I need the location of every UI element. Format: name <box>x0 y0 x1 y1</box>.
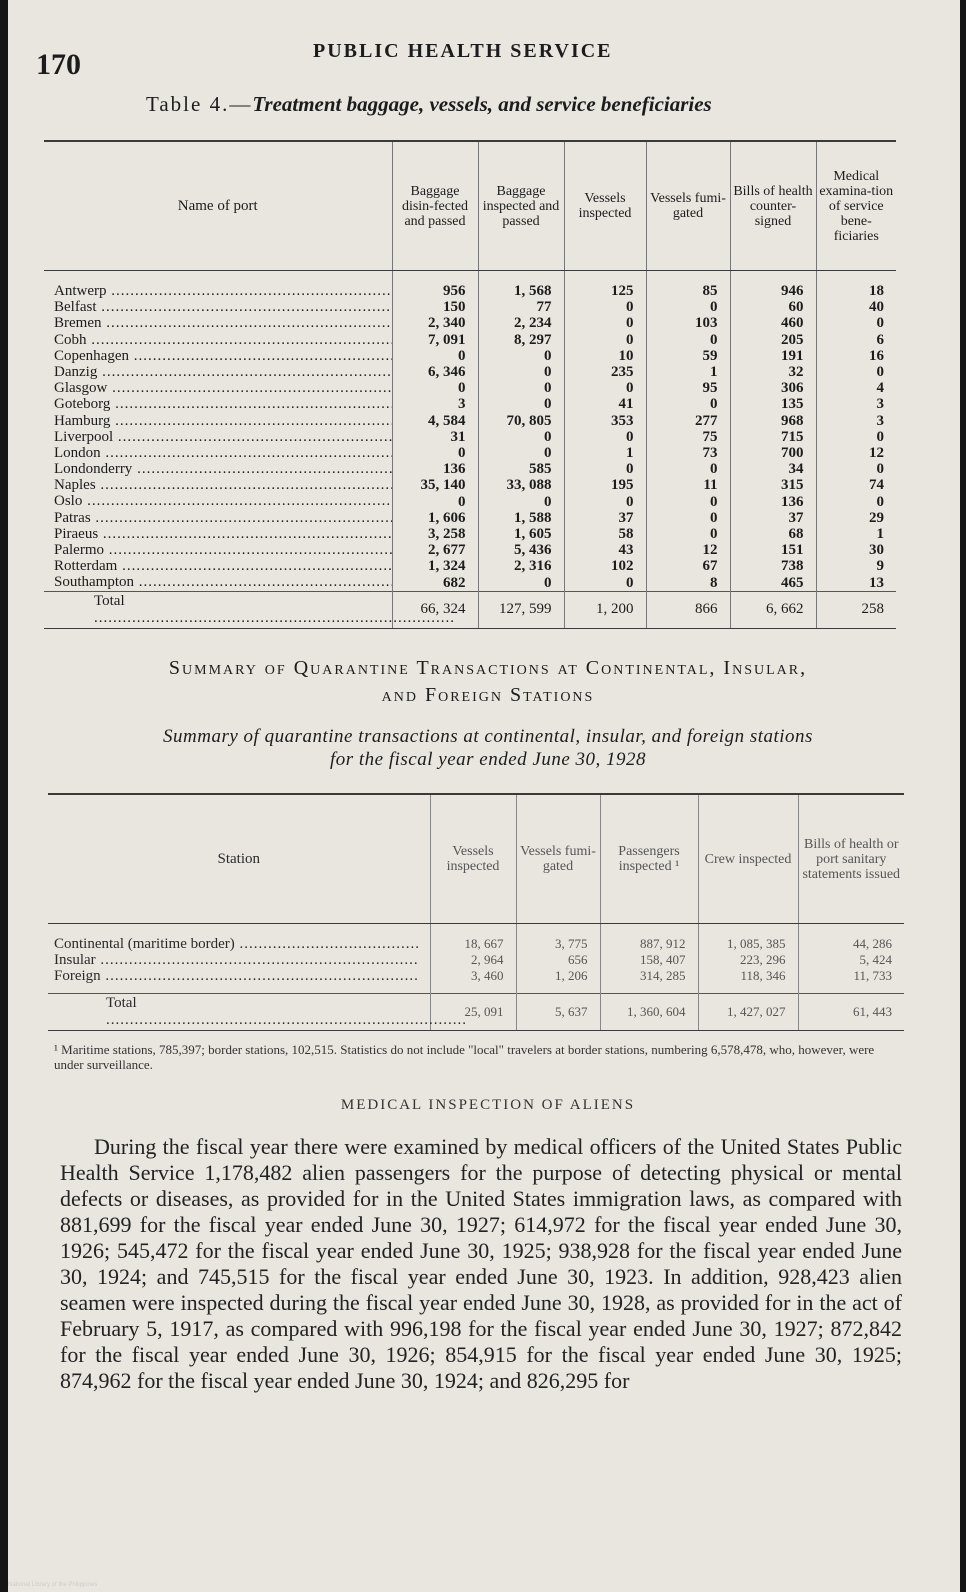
table4-port-name: London ..... <box>54 445 392 461</box>
table4-cell: 95 <box>702 380 718 397</box>
table4-cell: 1 <box>876 526 884 543</box>
table4-body <box>44 271 896 592</box>
table4-col-medical-examination: Medical examina-tion of service bene-ficiaries <box>816 141 896 271</box>
summary-heading-line: and Foreign Stations <box>381 684 595 706</box>
table4-cell: 0 <box>626 574 634 591</box>
table4-total-value: 258 <box>816 591 896 628</box>
summary-cell: 656 <box>568 952 588 968</box>
table4-cell: 6 <box>876 331 884 348</box>
table4-cell: 465 <box>781 574 804 591</box>
table4-cell: 1 <box>710 364 718 381</box>
table4-cell: 715 <box>781 428 804 445</box>
table4-cell: 29 <box>869 509 884 526</box>
summary-cell: 3, 460 <box>471 968 504 984</box>
table4-port-name: Southampton ..... <box>54 574 392 590</box>
table4-cell: 306 <box>781 380 804 397</box>
table4-col-bills-countersigned: Bills of health counter-signed <box>730 141 816 271</box>
table4-cell: 8, 297 <box>514 331 552 348</box>
table4-cell: 12 <box>869 445 884 462</box>
table4-cell: 59 <box>702 347 718 364</box>
summary-heading-line: Summary of Quarantine Transactions at Continental, Insular, <box>168 657 808 679</box>
table4-cell: 277 <box>695 412 718 429</box>
table4-cell: 70, 805 <box>506 412 552 429</box>
scan-tag: National Library of the Philippines <box>8 1582 98 1588</box>
summary-total-row <box>48 993 904 1030</box>
table4-cell: 34 <box>788 461 804 478</box>
table4-port-name: Bremen ..... <box>54 315 392 331</box>
table4-header-row <box>44 141 896 271</box>
table4-total-label: Total ..... <box>44 591 392 628</box>
summary-station-name: Foreign ..... <box>54 968 418 984</box>
table4-port-name: Naples ..... <box>54 477 392 493</box>
table4-cell: 0 <box>626 428 634 445</box>
table4-port-name: Patras ..... <box>54 510 392 526</box>
table4-cell: 0 <box>710 299 718 316</box>
summary-table <box>48 793 904 1031</box>
table4-col-vessels-fumigated: Vessels fumi-gated <box>646 141 730 271</box>
table4-cell: 0 <box>876 428 884 445</box>
table4-cell: 0 <box>626 461 634 478</box>
table4-cell: 0 <box>626 299 634 316</box>
table4-port-names <box>44 271 392 592</box>
table4-total-value: 127, 599 <box>478 591 564 628</box>
table4-col-values <box>646 271 730 592</box>
summary-cell: 223, 296 <box>740 952 786 968</box>
table4-port-name: Danzig ..... <box>54 364 392 380</box>
summary-col-passengers: Passengers inspected ¹ <box>600 794 698 924</box>
summary-footnote: ¹ Maritime stations, 785,397; border stations, 102,515. Statistics do not include "local" travelers at border stations, numbering 6,578,478, who, however, were under surveillance. <box>54 1042 875 1072</box>
table4-cell: 30 <box>869 542 884 559</box>
table4-cell: 956 <box>443 283 466 299</box>
table4-cell: 40 <box>869 299 884 316</box>
table4-cell: 18 <box>869 283 884 299</box>
table4-cell: 1 <box>626 445 634 462</box>
table4-caption <box>146 92 712 117</box>
table4-cell: 13 <box>869 574 884 591</box>
summary-cell: 2, 964 <box>471 952 504 968</box>
summary-cell: 1, 206 <box>555 968 588 984</box>
table4-port-name: Piraeus ..... <box>54 526 392 542</box>
table4-cell: 60 <box>788 299 804 316</box>
table4-total-value: 866 <box>646 591 730 628</box>
table4-cell: 460 <box>781 315 804 332</box>
table4-cell: 3 <box>458 396 466 413</box>
table4-cell: 0 <box>710 526 718 543</box>
summary-cell: 118, 346 <box>740 968 786 984</box>
table4-port-name: Liverpool ..... <box>54 429 392 445</box>
table4-cell: 150 <box>443 299 466 316</box>
table4-cell: 136 <box>781 493 804 510</box>
summary-station-name: Continental (maritime border) ..... <box>54 936 418 952</box>
table4-total-value: 6, 662 <box>730 591 816 628</box>
summary-col-vessels-inspected: Vessels inspected <box>430 794 516 924</box>
table4-cell: 2, 234 <box>514 315 552 332</box>
table4-cell: 67 <box>702 558 718 575</box>
table4-col-baggage-inspected: Baggage inspected and passed <box>478 141 564 271</box>
table4-cell: 2, 316 <box>514 558 552 575</box>
table4-cell: 946 <box>781 283 804 299</box>
table4-cell: 68 <box>788 526 804 543</box>
table4-cell: 32 <box>788 364 804 381</box>
summary-col-station: Station <box>48 794 430 924</box>
table4-cell: 103 <box>695 315 718 332</box>
summary-subtitle-line: Summary of quarantine transactions at continental, insular, and foreign stations <box>163 726 813 747</box>
table4-col-values <box>564 271 646 592</box>
summary-col-vessels-fumigated: Vessels fumi-gated <box>516 794 600 924</box>
table4-cell: 0 <box>458 380 466 397</box>
table4-cell: 0 <box>626 380 634 397</box>
table4-cell: 315 <box>781 477 804 494</box>
table4-cell: 73 <box>702 445 718 462</box>
table4-cell: 0 <box>544 428 552 445</box>
table4-port-name: Antwerp ..... <box>54 283 392 299</box>
summary-cell: 18, 667 <box>464 936 504 951</box>
table4-cell: 16 <box>869 347 884 364</box>
table4-cell: 0 <box>626 315 634 332</box>
summary-col-values <box>698 924 798 994</box>
table4-cell: 0 <box>876 315 884 332</box>
table4-cell: 41 <box>618 396 634 413</box>
table4-cell: 0 <box>458 445 466 462</box>
section-heading: MEDICAL INSPECTION OF ALIENS <box>340 1097 636 1113</box>
table4-cell: 0 <box>710 396 718 413</box>
table4-port-name: Belfast ..... <box>54 299 392 315</box>
table4-col-values <box>392 271 478 592</box>
table4-col-baggage-disinfected: Baggage disin-fected and passed <box>392 141 478 271</box>
table4-cell: 85 <box>702 283 718 299</box>
table4-cell: 12 <box>702 542 718 559</box>
table4-cell: 1, 568 <box>514 283 552 299</box>
summary-cell: 5, 424 <box>859 952 892 968</box>
table4-port-name: Rotterdam ..... <box>54 558 392 574</box>
table4-cell: 0 <box>544 445 552 462</box>
table4-cell: 235 <box>611 364 634 381</box>
summary-cell: 44, 286 <box>853 936 892 951</box>
summary-station-names <box>48 924 430 994</box>
table4-cell: 10 <box>618 347 634 364</box>
table4-cell: 58 <box>618 526 634 543</box>
table4-cell: 2, 677 <box>428 542 466 559</box>
table4-cell: 0 <box>710 493 718 510</box>
table4-port-name: Oslo ..... <box>54 493 392 509</box>
table4-cell: 9 <box>876 558 884 575</box>
table4-total-row <box>44 591 896 628</box>
table4-cell: 682 <box>443 574 466 591</box>
summary-subtitle-line: for the fiscal year ended June 30, 1928 <box>329 749 647 770</box>
table4-cell: 0 <box>544 364 552 381</box>
table4-cell: 0 <box>544 380 552 397</box>
table4-cell: 700 <box>781 445 804 462</box>
summary-station-name: Insular ..... <box>54 952 418 968</box>
table4-col-vessels-inspected: Vessels inspected <box>564 141 646 271</box>
table4-cell: 0 <box>544 493 552 510</box>
table4-cell: 35, 140 <box>420 477 466 494</box>
table4-cell: 0 <box>876 364 884 381</box>
table4-col-values <box>816 271 896 592</box>
table4-port-name: Glasgow ..... <box>54 380 392 396</box>
table4-port-name: Cobh ..... <box>54 332 392 348</box>
table4-col-values <box>478 271 564 592</box>
table4-cell: 37 <box>788 509 804 526</box>
table4-port-name: Copenhagen ..... <box>54 348 392 364</box>
table4-cell: 968 <box>781 412 804 429</box>
table4-cell: 4, 584 <box>428 412 466 429</box>
table4-port-name: Goteborg ..... <box>54 396 392 412</box>
table4-cell: 2, 340 <box>428 315 466 332</box>
table4-col-port: Name of port <box>44 141 392 271</box>
table4-cell: 7, 091 <box>428 331 466 348</box>
table4-cell: 738 <box>781 558 804 575</box>
summary-total-value: 1, 427, 027 <box>698 993 798 1030</box>
table4-cell: 31 <box>450 428 466 445</box>
summary-col-values <box>600 924 698 994</box>
summary-cell: 11, 733 <box>853 968 892 984</box>
summary-total-value: 1, 360, 604 <box>600 993 698 1030</box>
table4-cell: 191 <box>781 347 804 364</box>
table4-cell: 0 <box>710 331 718 348</box>
table4-cell: 0 <box>876 461 884 478</box>
table4-cell: 0 <box>710 509 718 526</box>
table4-cell: 0 <box>876 493 884 510</box>
table4-cell: 74 <box>869 477 884 494</box>
summary-body <box>48 924 904 994</box>
table4-port-name: Hamburg ..... <box>54 413 392 429</box>
table4-cell: 0 <box>710 461 718 478</box>
table4-cell: 0 <box>626 331 634 348</box>
table4-cell: 33, 088 <box>506 477 552 494</box>
summary-header-row <box>48 794 904 924</box>
table4-cell: 4 <box>876 380 884 397</box>
summary-cell: 887, 912 <box>640 936 686 951</box>
table4-total-value: 66, 324 <box>392 591 478 628</box>
table4-cell: 585 <box>529 461 552 478</box>
summary-cell: 3, 775 <box>555 936 588 951</box>
summary-subtitle <box>48 725 928 771</box>
page-number: 170 <box>36 48 81 81</box>
table4-total-value: 1, 200 <box>564 591 646 628</box>
table4-cell: 0 <box>458 493 466 510</box>
table4-cell: 0 <box>626 493 634 510</box>
table4-col-values <box>730 271 816 592</box>
table4-cell: 136 <box>443 461 466 478</box>
summary-total-value: 5, 637 <box>516 993 600 1030</box>
summary-cell: 314, 285 <box>640 968 686 984</box>
table4 <box>44 140 896 629</box>
table4-cell: 1, 605 <box>514 526 552 543</box>
table4-cell: 102 <box>611 558 634 575</box>
table4-caption-lead: Table 4.— <box>146 92 253 116</box>
table4-cell: 3 <box>876 396 884 413</box>
summary-heading <box>48 655 928 709</box>
table4-cell: 205 <box>781 331 804 348</box>
table4-port-name: Palermo ..... <box>54 542 392 558</box>
summary-col-crew: Crew inspected <box>698 794 798 924</box>
table4-cell: 3 <box>876 412 884 429</box>
table4-cell: 3, 258 <box>428 526 466 543</box>
body-paragraph: During the fiscal year there were examined by medical officers of the United States Public Health Service 1,178,482 alien passengers for the purpose of detecting physical or mental defects or diseases, as provided for in the United States immigration laws, as compared with 881,699 for the fiscal year ended June 30, 1927; 614,972 for the fiscal year ended June 30, 1926; 545,472 for the fiscal year ended June 30, 1925; 938,928 for the fiscal year ended June 30, 1924; and 745,515 for the fiscal year ended June 30, 1923. In addition, 928,423 alien seamen were inspected during the fiscal year ended June 30, 1928, as provided for in the act of February 5, 1917, as compared with 996,198 for the fiscal year ended June 30, 1927; 872,842 for the fiscal year ended June 30, 1926; 854,915 for the fiscal year ended June 30, 1925; 874,962 for the fiscal year ended June 30, 1924; and 826,295 for <box>60 1134 902 1393</box>
table4-caption-title: Treatment baggage, vessels, and service beneficiaries <box>252 92 712 116</box>
table4-cell: 11 <box>703 477 718 494</box>
table4-cell: 195 <box>611 477 634 494</box>
table4-cell: 1, 606 <box>428 509 466 526</box>
table4-cell: 135 <box>781 396 804 413</box>
table4-cell: 37 <box>618 509 634 526</box>
table4-cell: 0 <box>544 574 552 591</box>
summary-col-values <box>430 924 516 994</box>
running-head: PUBLIC HEALTH SERVICE <box>313 40 613 62</box>
summary-col-bills: Bills of health or port sanitary statements issued <box>798 794 904 924</box>
summary-total-value: 25, 091 <box>430 993 516 1030</box>
table4-cell: 1, 324 <box>428 558 466 575</box>
summary-col-values <box>516 924 600 994</box>
table4-cell: 353 <box>611 412 634 429</box>
table4-cell: 151 <box>781 542 804 559</box>
table4-cell: 0 <box>458 347 466 364</box>
table4-cell: 0 <box>544 347 552 364</box>
table4-cell: 75 <box>702 428 718 445</box>
document-page <box>8 0 960 1592</box>
summary-total-label: Total ..... <box>48 993 430 1030</box>
summary-total-value: 61, 443 <box>798 993 904 1030</box>
table4-cell: 77 <box>536 299 552 316</box>
table4-cell: 125 <box>611 283 634 299</box>
table4-cell: 8 <box>710 574 718 591</box>
summary-col-values <box>798 924 904 994</box>
table4-cell: 0 <box>544 396 552 413</box>
table4-cell: 5, 436 <box>514 542 552 559</box>
table4-cell: 43 <box>618 542 634 559</box>
table4-port-name: Londonderry ..... <box>54 461 392 477</box>
summary-cell: 158, 407 <box>640 952 686 968</box>
table4-cell: 1, 588 <box>514 509 552 526</box>
table4-cell: 6, 346 <box>428 364 466 381</box>
summary-cell: 1, 085, 385 <box>727 936 786 951</box>
